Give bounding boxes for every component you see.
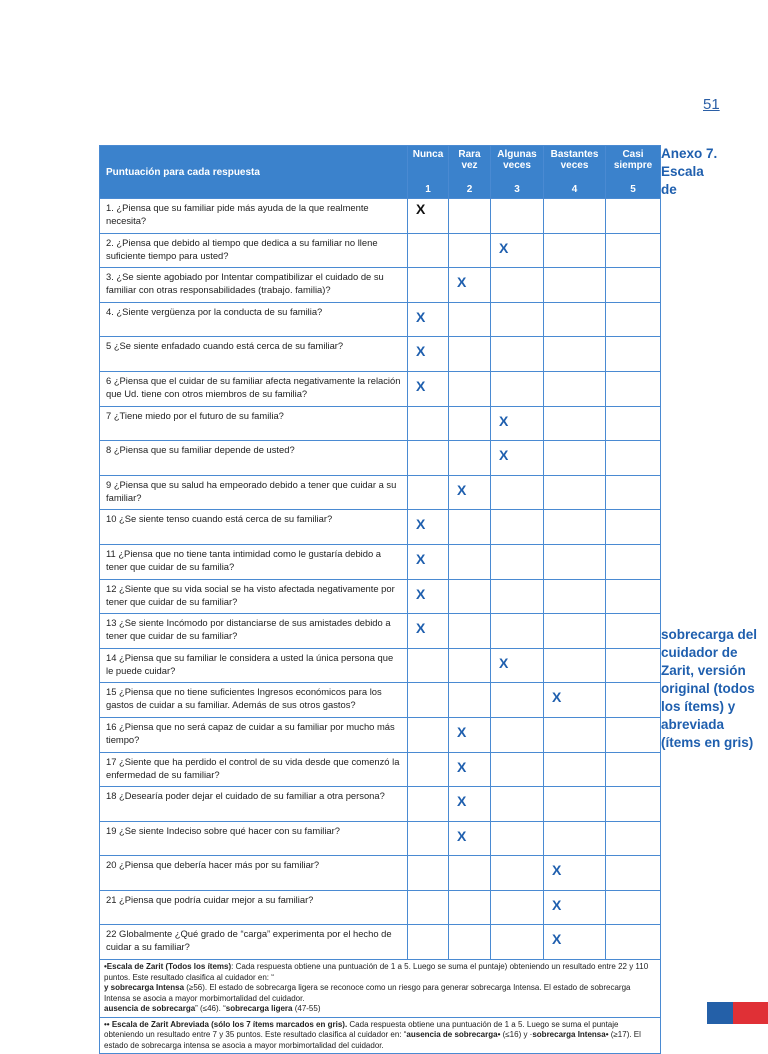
brand-bar-blue xyxy=(707,1002,733,1024)
answer-cell xyxy=(606,510,661,545)
answer-cell xyxy=(408,683,449,718)
answer-cell xyxy=(491,268,544,303)
table-row xyxy=(100,371,661,406)
table-row xyxy=(100,579,661,614)
answer-cell xyxy=(408,510,449,545)
answer-mark: X xyxy=(416,620,426,637)
answer-cell xyxy=(408,406,449,441)
answer-cell xyxy=(491,233,544,268)
answer-cell xyxy=(544,717,606,752)
answer-cell xyxy=(544,579,606,614)
answer-cell xyxy=(449,441,491,476)
note-text: (≥17). El estado de sobrecarga intensa se asocia a mayor morbimortalidad del cuidador. xyxy=(104,1030,641,1050)
answer-cell xyxy=(606,787,661,822)
note-text: : Cada respuesta obtiene una puntuación de 1 a 5. Luego se suma el puntaje) obteniendo un resultado entre 22 y 110 puntos. Este resultado clasifica al cuidador en: “ xyxy=(104,962,649,982)
answer-cell xyxy=(408,544,449,579)
answer-cell xyxy=(491,787,544,822)
answer-mark: X xyxy=(552,862,562,879)
answer-mark: X xyxy=(499,239,509,256)
question-cell: 14 ¿Piensa que su familiar le considera a usted la única persona que le puede cuidar? xyxy=(100,648,408,683)
answer-mark: X xyxy=(416,343,426,360)
answer-cell xyxy=(606,406,661,441)
table-row xyxy=(100,337,661,372)
note-bold: ausencia de sobrecarga xyxy=(104,1004,196,1014)
answer-cell xyxy=(606,821,661,856)
answer-cell xyxy=(408,579,449,614)
answer-cell xyxy=(449,544,491,579)
question-cell: 6 ¿Piensa que el cuidar de su familiar afecta negativamente la relación que Ud. tiene con otros miembros de su familia? xyxy=(100,371,408,406)
answer-cell xyxy=(544,752,606,787)
answer-cell xyxy=(491,648,544,683)
question-cell: 5 ¿Se siente enfadado cuando está cerca de su familiar? xyxy=(100,337,408,372)
answer-cell xyxy=(449,475,491,510)
question-cell: 7 ¿Tiene miedo por el futuro de su familia? xyxy=(100,406,408,441)
answer-cell xyxy=(544,233,606,268)
table-row xyxy=(100,475,661,510)
answer-cell xyxy=(606,856,661,891)
answer-cell xyxy=(449,510,491,545)
answer-mark: X xyxy=(552,896,562,913)
question-cell: 1. ¿Piensa que su familiar pide más ayuda de la que realmente necesita? xyxy=(100,199,408,234)
answer-cell xyxy=(544,648,606,683)
column-score: 2 xyxy=(466,184,473,195)
answer-cell xyxy=(491,717,544,752)
answer-cell xyxy=(408,268,449,303)
answer-cell xyxy=(408,925,449,960)
answer-cell xyxy=(544,441,606,476)
answer-mark: X xyxy=(499,447,509,464)
note-bold: sobrecarga Intensa• xyxy=(532,1030,609,1040)
table-row xyxy=(100,752,661,787)
question-cell: 19 ¿Se siente Indeciso sobre qué hacer con su familiar? xyxy=(100,821,408,856)
answer-cell xyxy=(606,752,661,787)
answer-mark: X xyxy=(499,412,509,429)
answer-cell xyxy=(544,544,606,579)
answer-cell xyxy=(606,337,661,372)
table-row xyxy=(100,787,661,822)
note-bold: ausencia de sobrecarga• xyxy=(406,1030,501,1040)
answer-cell xyxy=(449,371,491,406)
answer-cell xyxy=(606,268,661,303)
answer-cell xyxy=(491,510,544,545)
question-cell: 20 ¿Piensa que debería hacer más por su familiar? xyxy=(100,856,408,891)
question-cell: 12 ¿Siente que su vida social se ha visto afectada negativamente por tener que cuidar de su familiar? xyxy=(100,579,408,614)
table-row xyxy=(100,233,661,268)
answer-mark: X xyxy=(552,931,562,948)
page-number: 51 xyxy=(703,96,720,113)
answer-cell xyxy=(449,925,491,960)
question-cell: 22 Globalmente ¿Qué grado de “carga” experimenta por el hecho de cuidar a su familiar? xyxy=(100,925,408,960)
table-row xyxy=(100,441,661,476)
answer-cell xyxy=(408,233,449,268)
answer-cell xyxy=(544,683,606,718)
note-title: •• Escala de Zarit Abreviada (sólo los 7 ítems marcados en gris). xyxy=(104,1019,348,1029)
table-header-row xyxy=(100,146,661,199)
answer-cell xyxy=(408,371,449,406)
answer-cell xyxy=(408,717,449,752)
answer-cell xyxy=(606,371,661,406)
answer-cell xyxy=(491,337,544,372)
answer-cell xyxy=(491,614,544,649)
answer-cell xyxy=(491,579,544,614)
question-column-header: Puntuación para cada respuesta xyxy=(100,146,408,199)
answer-cell xyxy=(408,337,449,372)
note-text: (≥56). El estado de sobrecarga ligera se reconoce como un riesgo para generar sobrecarga Intensa. El estado de sobrecarga Intensa se asocia a mayor morbimortalidad del cuidador. xyxy=(104,983,631,1003)
table-row xyxy=(100,406,661,441)
question-cell: 13 ¿Se siente Incómodo por distanciarse de sus amistades debido a tener que cuidar de su familiar? xyxy=(100,614,408,649)
answer-cell xyxy=(606,614,661,649)
annex-title-top: Anexo 7. Escala de xyxy=(661,146,718,197)
answer-cell xyxy=(544,925,606,960)
answer-mark: X xyxy=(416,377,426,394)
table-row xyxy=(100,821,661,856)
answer-cell xyxy=(449,683,491,718)
answer-cell xyxy=(408,614,449,649)
table-row xyxy=(100,544,661,579)
note-title: •Escala de Zarit (Todos los ítems) xyxy=(104,962,232,972)
answer-cell xyxy=(491,475,544,510)
question-cell: 16 ¿Piensa que no será capaz de cuidar a su familiar por mucho más tiempo? xyxy=(100,717,408,752)
zarit-table xyxy=(99,145,661,1054)
question-cell: 9 ¿Piensa que su salud ha empeorado debido a tener que cuidar a su familiar? xyxy=(100,475,408,510)
table-row xyxy=(100,890,661,925)
answer-mark: X xyxy=(416,308,426,325)
answer-mark: X xyxy=(457,481,467,498)
table-row xyxy=(100,268,661,303)
answer-cell xyxy=(491,302,544,337)
question-cell: 8 ¿Piensa que su familiar depende de usted? xyxy=(100,441,408,476)
answer-cell xyxy=(408,648,449,683)
answer-cell xyxy=(449,821,491,856)
answer-cell xyxy=(544,199,606,234)
answer-cell xyxy=(544,890,606,925)
answer-mark: X xyxy=(552,689,562,706)
column-score: 5 xyxy=(630,184,636,195)
answer-mark: X xyxy=(457,827,467,844)
answer-cell xyxy=(408,856,449,891)
answer-cell xyxy=(491,683,544,718)
answer-cell xyxy=(449,890,491,925)
column-label: Casi siempre xyxy=(613,149,653,171)
note-text: ” (≤46). “ xyxy=(195,1004,226,1014)
answer-mark: X xyxy=(457,793,467,810)
column-header-nunca xyxy=(408,146,449,199)
answer-cell xyxy=(408,441,449,476)
answer-cell xyxy=(408,199,449,234)
answer-cell xyxy=(544,510,606,545)
answer-cell xyxy=(491,821,544,856)
answer-cell xyxy=(544,821,606,856)
answer-cell xyxy=(606,683,661,718)
note-bold: y sobrecarga Intensa xyxy=(104,983,185,993)
answer-cell xyxy=(449,856,491,891)
note-text: Cada respuesta obtiene una puntuación de 1 a 5. Luego se suma el puntaje obteniendo un resultado entre 7 y 35 puntos. Este resultado clasifica al cuidador en: “ xyxy=(104,1019,619,1040)
answer-mark: X xyxy=(457,723,467,740)
answer-cell xyxy=(491,406,544,441)
answer-cell xyxy=(544,475,606,510)
answer-cell xyxy=(606,199,661,234)
answer-cell xyxy=(544,302,606,337)
question-cell: 4. ¿Siente vergüenza por la conducta de su familia? xyxy=(100,302,408,337)
answer-cell xyxy=(408,890,449,925)
answer-mark: X xyxy=(416,201,426,217)
answer-cell xyxy=(491,925,544,960)
answer-cell xyxy=(449,337,491,372)
answer-cell xyxy=(491,544,544,579)
answer-mark: X xyxy=(416,585,426,602)
question-cell: 10 ¿Se siente tenso cuando está cerca de su familiar? xyxy=(100,510,408,545)
scoring-note-abbreviated xyxy=(100,1017,661,1054)
note-bold: sobrecarga ligera xyxy=(225,1004,293,1014)
column-header-casi-siempre xyxy=(606,146,661,199)
answer-cell xyxy=(491,752,544,787)
answer-cell xyxy=(408,302,449,337)
answer-cell xyxy=(544,614,606,649)
column-header-algunas-veces xyxy=(491,146,544,199)
table-row xyxy=(100,925,661,960)
answer-cell xyxy=(449,717,491,752)
answer-mark: X xyxy=(416,516,426,533)
answer-mark: X xyxy=(457,758,467,775)
table-row xyxy=(100,683,661,718)
answer-cell xyxy=(544,268,606,303)
answer-cell xyxy=(449,406,491,441)
column-label: Nunca xyxy=(412,149,444,160)
answer-cell xyxy=(606,544,661,579)
table-row xyxy=(100,856,661,891)
column-label: Bastantes veces xyxy=(550,149,599,171)
answer-cell xyxy=(449,787,491,822)
annex-title-bottom: sobrecarga del cuidador de Zarit, versión original (todos los ítems) y abreviada (ítems en gris) xyxy=(661,627,758,750)
column-label: Algunas veces xyxy=(497,149,537,171)
answer-cell xyxy=(449,579,491,614)
table-row xyxy=(100,199,661,234)
column-label: Rara vez xyxy=(458,149,481,171)
answer-cell xyxy=(544,787,606,822)
answer-cell xyxy=(491,856,544,891)
answer-cell xyxy=(449,268,491,303)
question-cell: 15 ¿Piensa que no tiene suficientes Ingresos económicos para los gastos de cuidar a su familiar. Además de sus otros gastos? xyxy=(100,683,408,718)
column-header-rara-vez xyxy=(449,146,491,199)
answer-mark: X xyxy=(499,654,509,671)
answer-cell xyxy=(544,406,606,441)
table-row xyxy=(100,614,661,649)
answer-cell xyxy=(491,441,544,476)
answer-cell xyxy=(606,233,661,268)
answer-cell xyxy=(606,441,661,476)
answer-cell xyxy=(408,752,449,787)
table-row xyxy=(100,302,661,337)
question-cell: 3. ¿Se siente agobiado por Intentar compatibilizar el cuidado de su familiar con otras responsabilidades (trabajo. familia)? xyxy=(100,268,408,303)
question-cell: 11 ¿Piensa que no tiene tanta intimidad como le gustaría debido a tener que cuidar de su familia? xyxy=(100,544,408,579)
answer-cell xyxy=(606,648,661,683)
answer-cell xyxy=(449,752,491,787)
answer-cell xyxy=(449,648,491,683)
answer-cell xyxy=(606,925,661,960)
answer-cell xyxy=(449,233,491,268)
answer-cell xyxy=(606,302,661,337)
answer-cell xyxy=(606,579,661,614)
answer-cell xyxy=(408,787,449,822)
answer-cell xyxy=(491,890,544,925)
answer-cell xyxy=(449,614,491,649)
question-cell: 21 ¿Piensa que podría cuidar mejor a su familiar? xyxy=(100,890,408,925)
answer-cell xyxy=(491,199,544,234)
question-cell: 2. ¿Piensa que debido al tiempo que dedica a su familiar no llene suficiente tiempo para usted? xyxy=(100,233,408,268)
column-score: 1 xyxy=(425,184,431,195)
brand-bar-red xyxy=(733,1002,768,1024)
answer-cell xyxy=(449,199,491,234)
scoring-note-full xyxy=(100,960,661,1018)
answer-cell xyxy=(408,821,449,856)
answer-cell xyxy=(408,475,449,510)
answer-cell xyxy=(606,717,661,752)
table-row xyxy=(100,648,661,683)
answer-cell xyxy=(491,371,544,406)
answer-cell xyxy=(544,856,606,891)
question-cell: 17 ¿Siente que ha perdido el control de su vida desde que comenzó la enfermedad de su familiar? xyxy=(100,752,408,787)
answer-cell xyxy=(606,890,661,925)
answer-mark: X xyxy=(416,550,426,567)
answer-cell xyxy=(449,302,491,337)
note-text: (47-55) xyxy=(292,1004,321,1014)
answer-cell xyxy=(544,371,606,406)
answer-cell xyxy=(544,337,606,372)
column-header-bastantes-veces xyxy=(544,146,606,199)
notes-row-2 xyxy=(100,1017,661,1054)
table-row xyxy=(100,717,661,752)
table-row xyxy=(100,510,661,545)
column-score: 4 xyxy=(571,184,578,195)
column-score: 3 xyxy=(514,184,520,195)
note-text: (≤16) y · xyxy=(500,1030,533,1040)
answer-mark: X xyxy=(457,274,467,291)
question-cell: 18 ¿Desearía poder dejar el cuidado de su familiar a otra persona? xyxy=(100,787,408,822)
notes-row-1 xyxy=(100,960,661,1018)
answer-cell xyxy=(606,475,661,510)
